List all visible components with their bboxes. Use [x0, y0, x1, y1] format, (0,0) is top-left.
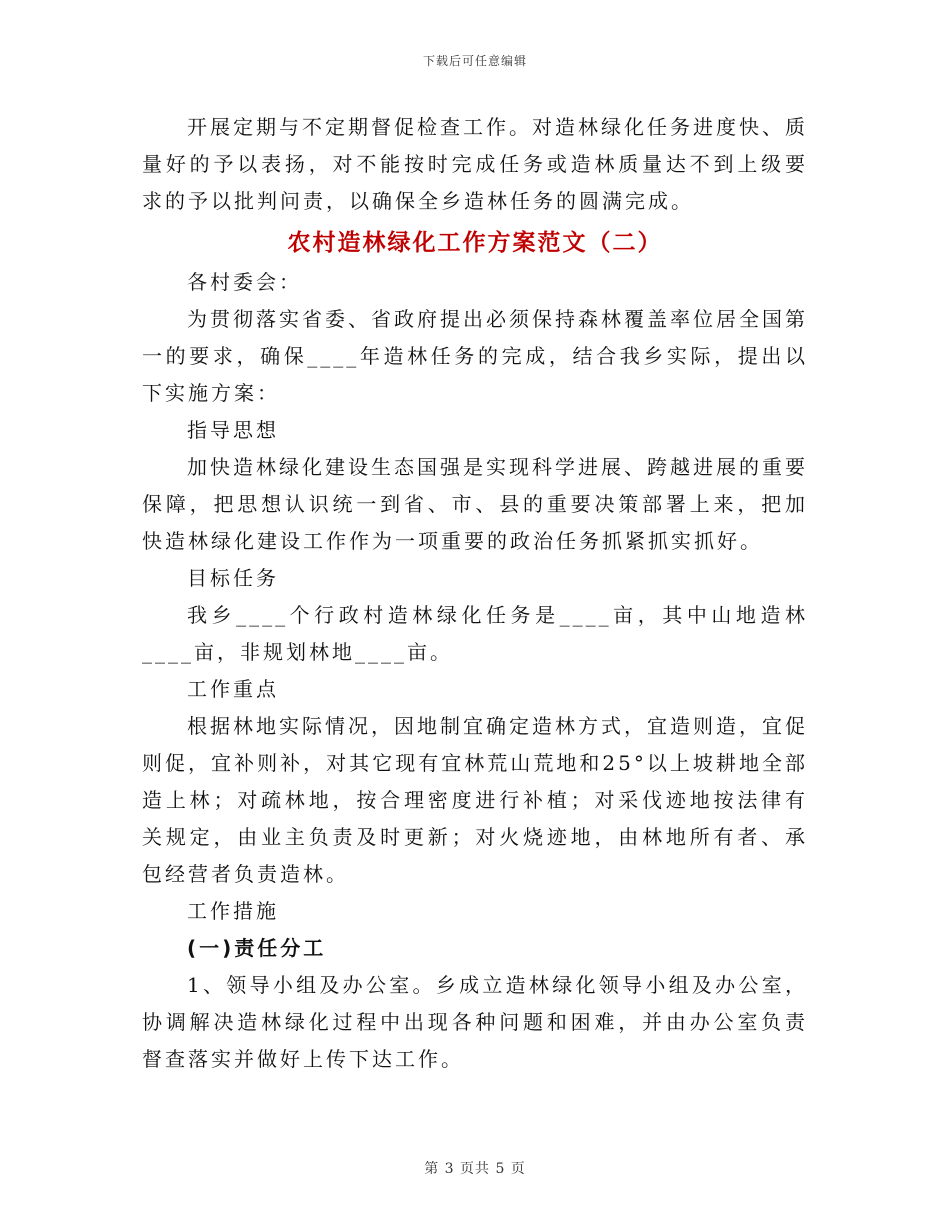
- paragraph-leading-group: 1、领导小组及办公室。乡成立造林绿化领导小组及办公室，协调解决造林绿化过程中出现各种问题和困难，并由办公室负责督查落实并做好上传下达工作。: [142, 973, 808, 1071]
- heading-work-focus: 工作重点: [187, 677, 279, 701]
- page-header: 下载后可任意编辑: [422, 54, 527, 68]
- paragraph-target-tasks: 我乡____个行政村造林绿化任务是____亩，其中山地造林____亩，非规划林地____亩。: [142, 603, 808, 664]
- section-title: 农村造林绿化工作方案范文（二）: [287, 230, 663, 256]
- salutation: 各村委会：: [187, 270, 302, 294]
- paragraph-inspection: 开展定期与不定期督促检查工作。对造林绿化任务进度快、质量好的予以表扬，对不能按时完成任务或造林质量达不到上级要求的予以批判问责，以确保全乡造林任务的圆满完成。: [142, 115, 808, 213]
- page-footer: 第 3 页共 5 页: [424, 1161, 526, 1177]
- heading-work-measures: 工作措施: [187, 899, 279, 923]
- heading-responsibility-division: (一)责任分工: [187, 936, 327, 960]
- heading-guiding-thought: 指导思想: [187, 418, 279, 442]
- paragraph-work-focus: 根据林地实际情况，因地制宜确定造林方式，宜造则造，宜促则促，宜补则补，对其它现有宜林荒山荒地和25°以上坡耕地全部造上林；对疏林地，按合理密度进行补植；对采伐迹地按法律有关规定，由业主负责及时更新；对火烧迹地，由林地所有者、承包经营者负责造林。: [142, 714, 808, 886]
- heading-target-tasks: 目标任务: [187, 566, 279, 590]
- paragraph-intro: 为贯彻落实省委、省政府提出必须保持森林覆盖率位居全国第一的要求，确保____年造林任务的完成，结合我乡实际，提出以下实施方案：: [142, 307, 808, 405]
- paragraph-guiding-thought: 加快造林绿化建设生态国强是实现科学进展、跨越进展的重要保障，把思想认识统一到省、市、县的重要决策部署上来，把加快造林绿化建设工作作为一项重要的政治任务抓紧抓实抓好。: [142, 455, 808, 553]
- document-body: [142, 109, 808, 1078]
